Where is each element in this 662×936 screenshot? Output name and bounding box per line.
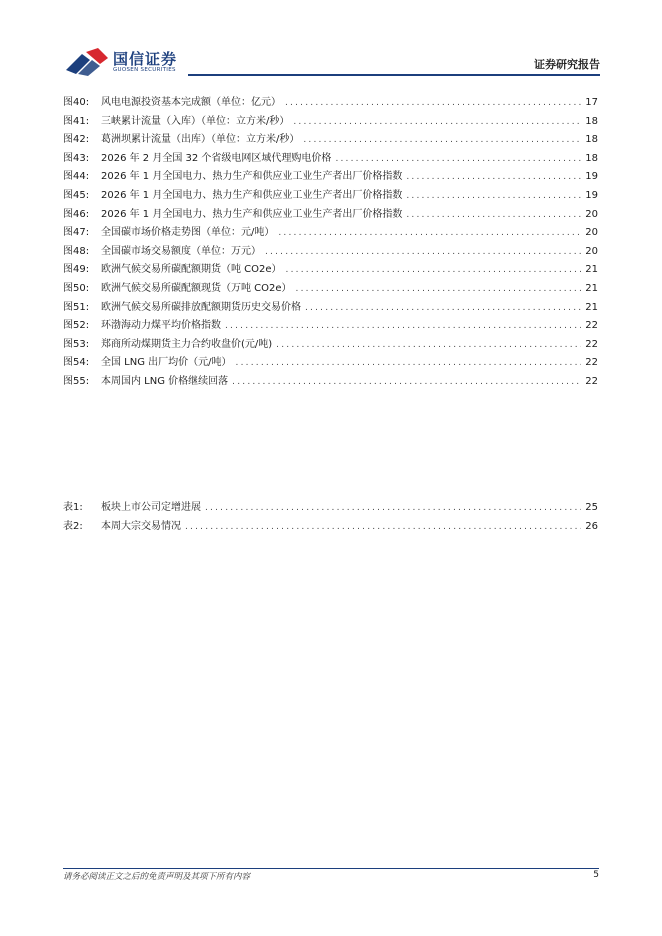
dot-leader bbox=[335, 150, 581, 169]
toc-entry-page: 17 bbox=[585, 97, 598, 108]
toc-entry-title: 欧洲气候交易所碳配额期货（吨 CO2e） bbox=[101, 264, 282, 276]
guosen-emblem-icon bbox=[64, 46, 110, 78]
toc-entry-title: 全国碳市场交易额度（单位：万元） bbox=[101, 245, 261, 257]
toc-entry-label: 图51: bbox=[63, 301, 90, 313]
toc-entry-label: 图45: bbox=[63, 189, 90, 201]
dot-leader bbox=[265, 243, 581, 262]
dot-leader bbox=[303, 131, 581, 150]
toc-entry-title: 环渤海动力煤平均价格指数 bbox=[101, 320, 221, 332]
toc-entry-title: 欧洲气候交易所碳排放配额期货历史交易价格 bbox=[101, 301, 301, 313]
toc-entry-title: 风电电源投资基本完成额（单位：亿元） bbox=[101, 97, 281, 108]
figure-toc-entry[interactable] bbox=[63, 354, 598, 373]
toc-entry-title: 欧洲气候交易所碳配额现货（万吨 CO2e） bbox=[101, 282, 292, 294]
toc-entry-title: 2026 年 1 月全国电力、热力生产和供应业工业生产者出厂价格指数 bbox=[101, 208, 403, 220]
toc-entry-label: 图54: bbox=[63, 357, 90, 369]
dot-leader bbox=[236, 354, 582, 373]
toc-entry-title: 全国 LNG 出厂均价（元/吨） bbox=[101, 357, 232, 369]
toc-entry-title: 全国碳市场价格走势图（单位：元/吨） bbox=[101, 227, 275, 239]
dot-leader bbox=[406, 168, 581, 187]
toc-entry-page: 21 bbox=[585, 282, 598, 294]
toc-entry-page: 21 bbox=[585, 301, 598, 313]
toc-entry-page: 18 bbox=[585, 134, 598, 146]
toc-entry-label: 图47: bbox=[63, 227, 90, 239]
toc-entry-title: 板块上市公司定增进展 bbox=[101, 502, 201, 513]
figure-toc-entry[interactable] bbox=[63, 261, 598, 280]
dot-leader bbox=[305, 299, 581, 318]
page-number: 5 bbox=[593, 870, 599, 880]
toc-entry-page: 22 bbox=[585, 338, 598, 350]
toc-entry-label: 图50: bbox=[63, 282, 90, 294]
figure-toc-entry[interactable] bbox=[63, 224, 598, 243]
toc-entry-page: 18 bbox=[585, 152, 598, 164]
toc-entry-page: 20 bbox=[585, 227, 598, 239]
toc-entry-page: 18 bbox=[585, 115, 598, 127]
toc-entry-page: 22 bbox=[585, 357, 598, 369]
table-toc-entry[interactable] bbox=[63, 518, 598, 537]
toc-entry-page: 22 bbox=[585, 320, 598, 332]
dot-leader bbox=[232, 373, 581, 392]
dot-leader bbox=[225, 317, 581, 336]
figure-toc-entry[interactable] bbox=[63, 336, 598, 355]
toc-entry-label: 图49: bbox=[63, 264, 90, 276]
header-divider bbox=[188, 74, 600, 76]
toc-entry-page: 26 bbox=[585, 520, 598, 532]
page-header bbox=[0, 0, 662, 80]
toc-entry-label: 图42: bbox=[63, 134, 90, 146]
toc-entry-title: 葛洲坝累计流量（出库）（单位：立方米/秒） bbox=[101, 134, 300, 146]
toc-entry-title: 2026 年 1 月全国电力、热力生产和供应业工业生产者出厂价格指数 bbox=[101, 171, 403, 183]
dot-leader bbox=[293, 113, 581, 132]
table-toc-entry[interactable] bbox=[63, 499, 598, 518]
figure-toc-entry[interactable] bbox=[63, 113, 598, 132]
figure-toc-entry[interactable] bbox=[63, 131, 598, 150]
figure-toc-entry[interactable] bbox=[63, 206, 598, 225]
toc-entry-page: 19 bbox=[585, 189, 598, 201]
dot-leader bbox=[285, 94, 581, 113]
dot-leader bbox=[278, 224, 581, 243]
toc-entry-label: 图53: bbox=[63, 338, 90, 350]
toc-entry-title: 本周大宗交易情况 bbox=[101, 520, 181, 532]
toc-entry-label: 图48: bbox=[63, 245, 90, 257]
footer-disclaimer: 请务必阅读正文之后的免责声明及其项下所有内容 bbox=[63, 872, 251, 882]
figure-toc-entry[interactable] bbox=[63, 94, 598, 113]
figure-list bbox=[63, 94, 598, 392]
toc-entry-page: 20 bbox=[585, 245, 598, 257]
toc-entry-label: 表1: bbox=[63, 502, 83, 513]
figure-toc-entry[interactable] bbox=[63, 299, 598, 318]
dot-leader bbox=[406, 187, 581, 206]
dot-leader bbox=[185, 518, 581, 537]
dot-leader bbox=[276, 336, 581, 355]
toc-entry-label: 图40: bbox=[63, 97, 90, 108]
toc-entry-page: 22 bbox=[585, 375, 598, 387]
toc-entry-page: 21 bbox=[585, 264, 598, 276]
dot-leader bbox=[286, 261, 582, 280]
dot-leader bbox=[296, 280, 582, 299]
dot-leader bbox=[205, 499, 581, 518]
toc-entry-title: 2026 年 2 月全国 32 个省级电网区域代理购电价格 bbox=[101, 152, 332, 164]
toc-entry-title: 2026 年 1 月全国电力、热力生产和供应业工业生产者出厂价格指数 bbox=[101, 189, 403, 201]
toc-entry-page: 25 bbox=[585, 502, 598, 513]
toc-entry-page: 19 bbox=[585, 171, 598, 183]
toc-entry-label: 图46: bbox=[63, 208, 90, 220]
figure-toc-entry[interactable] bbox=[63, 280, 598, 299]
report-type-label: 证券研究报告 bbox=[534, 58, 600, 71]
figure-toc-entry[interactable] bbox=[63, 187, 598, 206]
table-list bbox=[63, 499, 598, 536]
toc-entry-label: 图41: bbox=[63, 115, 90, 127]
toc-entry-title: 三峡累计流量（入库）（单位：立方米/秒） bbox=[101, 115, 290, 127]
toc-entry-label: 图44: bbox=[63, 171, 90, 183]
toc-entry-page: 20 bbox=[585, 208, 598, 220]
figure-toc-entry[interactable] bbox=[63, 373, 598, 392]
guosen-logo bbox=[64, 46, 194, 78]
toc-entry-label: 图43: bbox=[63, 152, 90, 164]
figure-toc-entry[interactable] bbox=[63, 150, 598, 169]
figure-toc-entry[interactable] bbox=[63, 243, 598, 262]
figure-toc-entry[interactable] bbox=[63, 168, 598, 187]
toc-entry-label: 表2: bbox=[63, 520, 83, 532]
footer-divider bbox=[63, 868, 599, 869]
dot-leader bbox=[406, 206, 581, 225]
logo-english-name: GUOSEN SECURITIES bbox=[113, 67, 176, 73]
toc-entry-title: 郑商所动煤期货主力合约收盘价(元/吨) bbox=[101, 338, 273, 350]
figure-toc-entry[interactable] bbox=[63, 317, 598, 336]
toc-entry-title: 本周国内 LNG 价格继续回落 bbox=[101, 375, 229, 387]
toc-entry-label: 图52: bbox=[63, 320, 90, 332]
toc-entry-label: 图55: bbox=[63, 375, 90, 387]
logo-chinese-name: 国信证券 bbox=[113, 50, 178, 68]
